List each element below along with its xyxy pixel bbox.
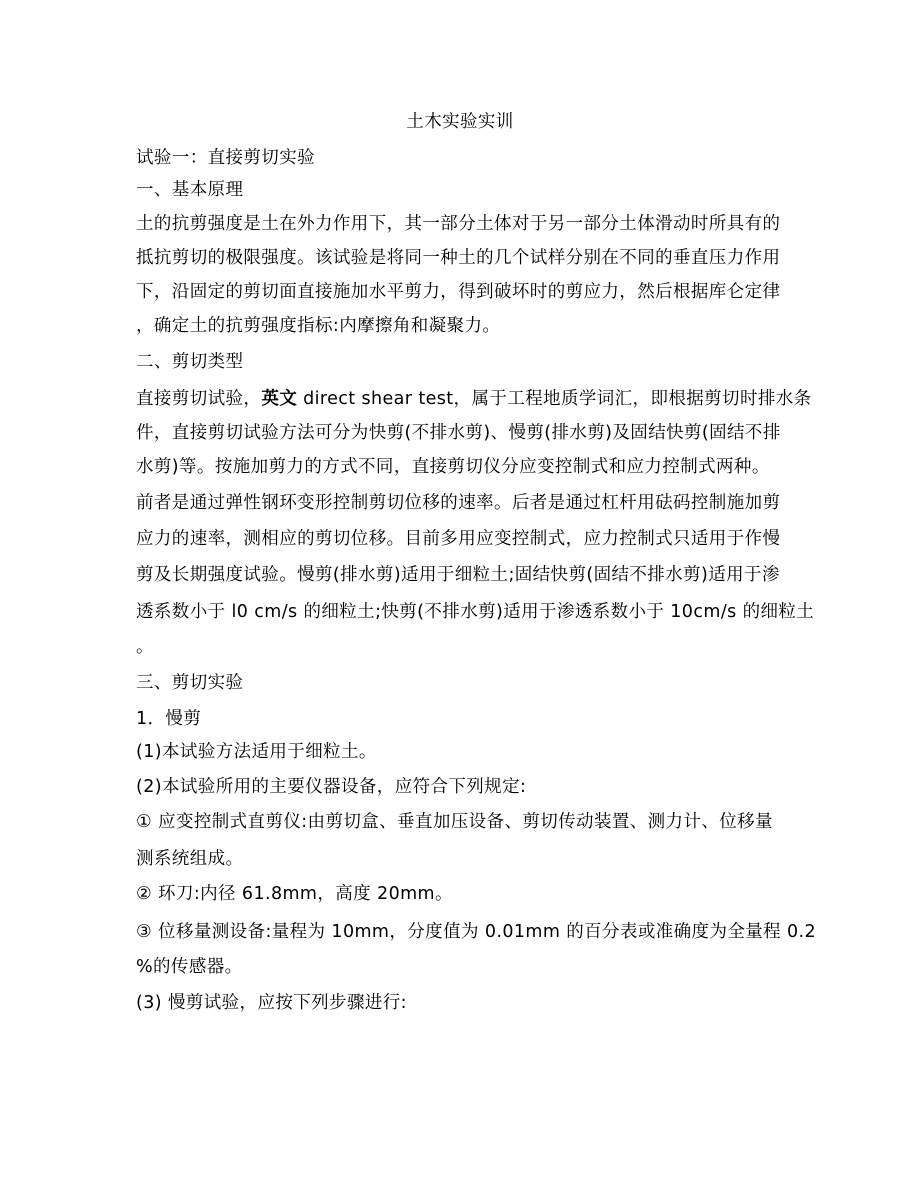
text-segment: 直接剪切试验， bbox=[136, 389, 262, 409]
heading-experiment-1: 试验一：直接剪切实验 bbox=[136, 148, 315, 168]
paragraph-line: 透系数小于 l0 cm/s 的细粒土;快剪(不排水剪)适用于渗透系数小于 10cm/s 的细粒土 bbox=[136, 602, 815, 622]
list-item: (3) 慢剪试验，应按下列步骤进行: bbox=[136, 993, 407, 1013]
text-segment: direct shear test，属于工程地质学词汇，即根据剪切时排水条 bbox=[297, 389, 812, 409]
document-title: 土木实验实训 bbox=[406, 112, 514, 132]
paragraph-line: ，确定土的抗剪强度指标:内摩擦角和凝聚力。 bbox=[136, 316, 501, 336]
paragraph-line: 件，直接剪切试验方法可分为快剪(不排水剪)、慢剪(排水剪)及固结快剪(固结不排 bbox=[136, 423, 781, 443]
paragraph-line-mixed bbox=[136, 387, 812, 411]
paragraph-line: 抵抗剪切的极限强度。该试验是将同一种土的几个试样分别在不同的垂直压力作用 bbox=[136, 248, 781, 268]
paragraph-line: 。 bbox=[136, 637, 154, 657]
heading-shear-experiment: 三、剪切实验 bbox=[136, 673, 244, 693]
heading-basic-principle: 一、基本原理 bbox=[136, 180, 244, 200]
list-item: (2)本试验所用的主要仪器设备，应符合下列规定: bbox=[136, 777, 527, 797]
list-item: (1)本试验方法适用于细粒土。 bbox=[136, 742, 377, 762]
paragraph-line: %的传感器。 bbox=[136, 957, 243, 977]
paragraph-line: 下，沿固定的剪切面直接施加水平剪力，得到破坏时的剪应力，然后根据库仑定律 bbox=[136, 282, 781, 302]
paragraph-line: 测系统组成。 bbox=[136, 849, 244, 869]
list-item: ③ 位移量测设备:量程为 10mm，分度值为 0.01mm 的百分表或准确度为全量程 0.2 bbox=[136, 922, 817, 942]
subheading-slow-shear: 1．慢剪 bbox=[136, 709, 202, 729]
heading-shear-types: 二、剪切类型 bbox=[136, 352, 244, 372]
bold-text-segment: 英文 bbox=[261, 389, 298, 409]
paragraph-line: 土的抗剪强度是土在外力作用下，其一部分土体对于另一部分土体滑动时所具有的 bbox=[136, 214, 781, 234]
list-item: ② 环刀:内径 61.8mm，高度 20mm。 bbox=[136, 884, 453, 904]
paragraph-line: 前者是通过弹性钢环变形控制剪切位移的速率。后者是通过杠杆用砝码控制施加剪 bbox=[136, 493, 781, 513]
paragraph-line: 水剪)等。按施加剪力的方式不同，直接剪切仪分应变控制式和应力控制式两种。 bbox=[136, 457, 770, 477]
paragraph-line: 应力的速率，测相应的剪切位移。目前多用应变控制式，应力控制式只适用于作慢 bbox=[136, 529, 781, 549]
list-item: ① 应变控制式直剪仪:由剪切盒、垂直加压设备、剪切传动装置、测力计、位移量 bbox=[136, 812, 773, 832]
paragraph-line: 剪及长期强度试验。慢剪(排水剪)适用于细粒土;固结快剪(固结不排水剪)适用于渗 bbox=[136, 565, 780, 585]
